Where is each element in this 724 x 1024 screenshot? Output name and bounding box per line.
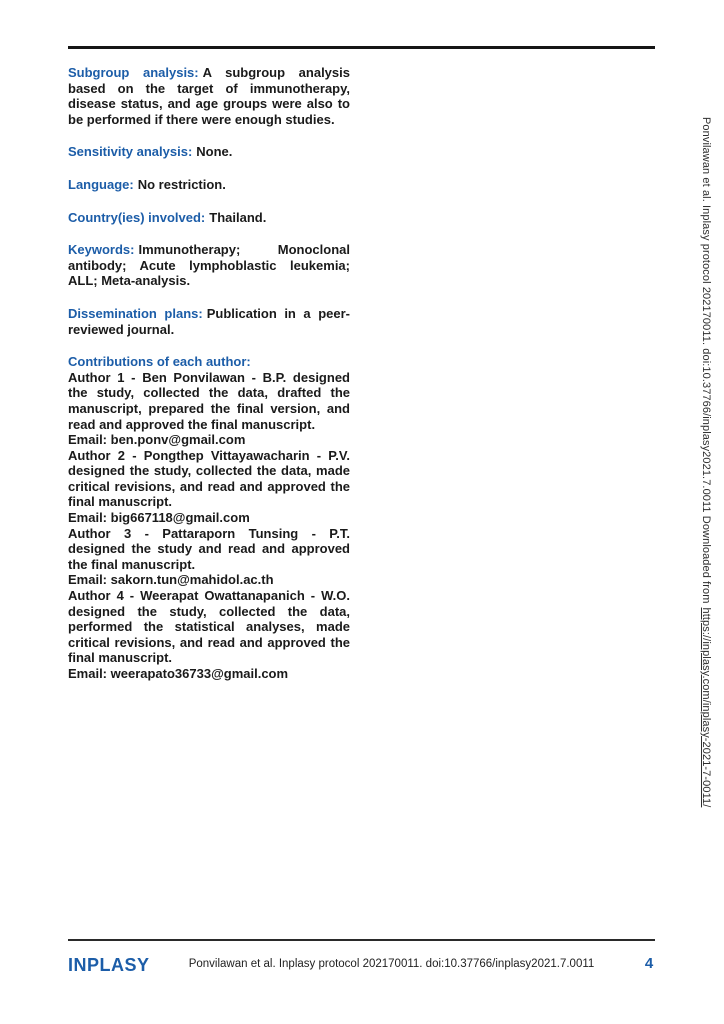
section-text: Thailand.	[209, 209, 267, 225]
footer-divider	[68, 939, 655, 941]
section-text: No restriction.	[137, 176, 226, 192]
section-sensitivity-analysis	[68, 144, 350, 160]
section-dissemination-plans	[68, 306, 350, 337]
section-countries-involved	[68, 210, 350, 226]
page-number: 4	[644, 955, 654, 972]
contributions-heading: Contributions of each author:	[68, 354, 251, 370]
section-label: Country(ies) involved:	[68, 209, 206, 225]
sidebar-citation-text: Ponvilawan et al. Inplasy protocol 202170011. doi:10.37766/inplasy2021.7.0011 Downloaded from	[700, 117, 712, 604]
author-contribution: Author 3 - Pattaraporn Tunsing - P.T. designed the study and read and approved the final manuscript.	[68, 525, 350, 572]
section-label: Language:	[68, 176, 134, 192]
section-label: Sensitivity analysis:	[68, 144, 193, 160]
author-email: Email: weerapato36733@gmail.com	[68, 666, 289, 681]
author-email: Email: sakorn.tun@mahidol.ac.th	[68, 572, 274, 588]
section-text: Immunotherapy; Monoclonal antibody; Acute lymphoblastic leukemia; ALL; Meta-analysis.	[68, 242, 350, 289]
sidebar-citation	[700, 117, 712, 807]
author-contribution: Author 1 - Ben Ponvilawan - B.P. designed the study, collected the data, drafted the manuscript, prepared the final version, and read and approved the final manuscript.	[68, 369, 350, 432]
author-contribution: Author 2 - Pongthep Vittayawacharin - P.V. designed the study, collected the data, made critical revisions, and read and approved the final manuscript.	[68, 447, 350, 510]
section-keywords	[68, 242, 350, 289]
inplasy-logo: INPLASY	[68, 955, 150, 975]
section-text: A subgroup analysis based on the target of immunotherapy, disease status, and age groups were also to be performed if there were enough studies.	[68, 65, 350, 127]
section-label: Subgroup analysis:	[68, 65, 199, 80]
author-email: Email: big667118@gmail.com	[68, 510, 250, 526]
section-label: Keywords:	[68, 242, 135, 258]
footer-citation: Ponvilawan et al. Inplasy protocol 202170011. doi:10.37766/inplasy2021.7.0011	[188, 958, 595, 970]
author-email: Email: ben.ponv@gmail.com	[68, 432, 246, 448]
section-subgroup-analysis	[68, 65, 350, 127]
protocol-body	[68, 65, 350, 682]
top-divider	[68, 46, 655, 49]
author-contribution: Author 4 - Weerapat Owattanapanich - W.O. designed the study, collected the data, performed the statistical analyses, made critical revisions, and read and approved the final manuscript.	[68, 588, 350, 666]
contributions-block	[68, 354, 350, 681]
section-text: Publication in a peer-reviewed journal.	[68, 305, 351, 337]
sidebar-citation-link[interactable]: https://inplasy.com/inplasy-2021-7-0011/	[700, 607, 712, 808]
section-label: Dissemination plans:	[68, 305, 203, 321]
section-text: None.	[196, 144, 233, 160]
section-language	[68, 177, 350, 193]
